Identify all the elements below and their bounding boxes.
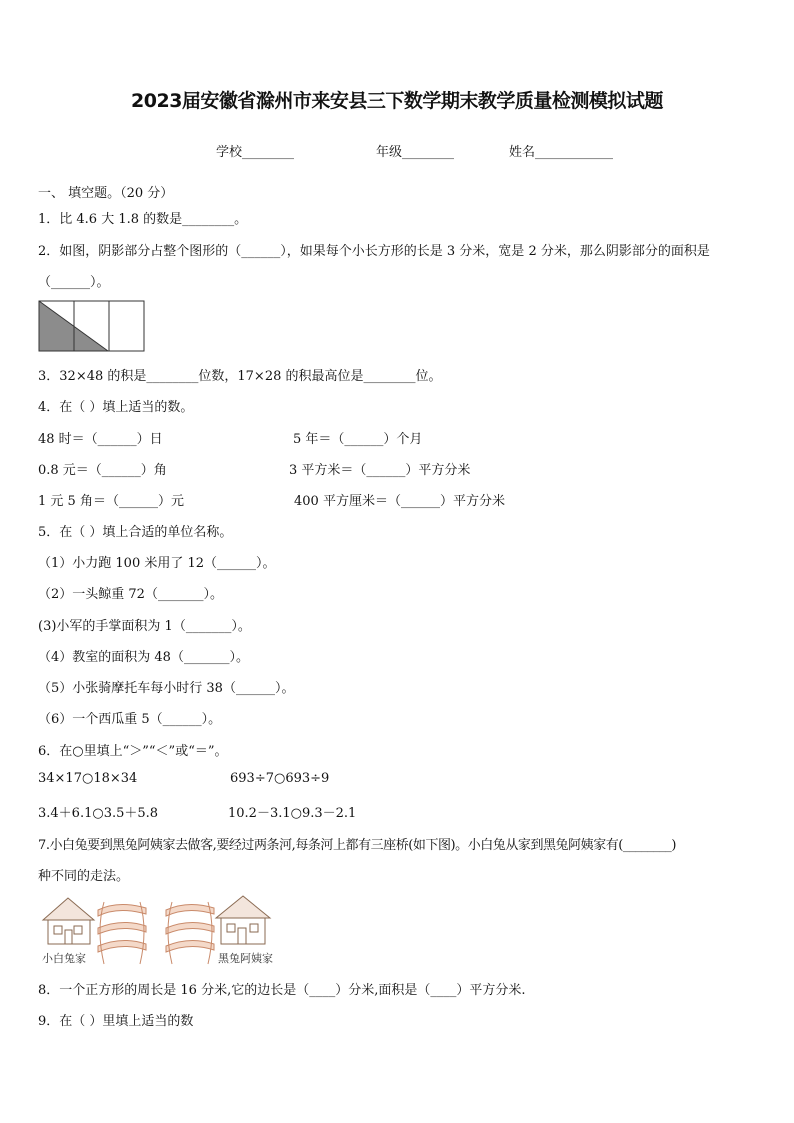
question-1: 1．比 4.6 大 1.8 的数是________。	[38, 212, 248, 227]
rabbit-house-icon	[43, 898, 94, 944]
grade-field: 年级________	[376, 145, 455, 160]
question-9: 9．在（ ）里填上适当的数	[38, 1014, 194, 1029]
aunt-house-icon	[216, 896, 270, 944]
question-2-line1: 2．如图，阴影部分占整个图形的（______），如果每个小长方形的长是 3 分米，宽是 2 分米，那么阴影部分的面积是	[38, 244, 710, 259]
question-2-line2: （______）。	[38, 275, 110, 290]
page-title: 2023届安徽省滁州市来安县三下数学期末教学质量检测模拟试题	[131, 90, 663, 112]
question-4-heading: 4．在（ ）填上适当的数。	[38, 400, 194, 415]
question-6-item: 3.4＋6.1○3.5＋5.8	[38, 806, 159, 821]
question-4-item: 3 平方米＝（______）平方分米	[289, 463, 471, 478]
question-3: 3．32×48 的积是________位数，17×28 的积最高位是________位。	[38, 369, 442, 384]
question-4-item: 1 元 5 角＝（______）元	[38, 494, 184, 509]
river-one	[98, 902, 146, 964]
question-5-item: （1）小力跑 100 米用了 12（______）。	[38, 556, 276, 571]
name-field: 姓名____________	[509, 145, 614, 160]
question-5-item: （6）一个西瓜重 5（______）。	[38, 712, 222, 727]
question-4-item: 48 时＝（______）日	[38, 432, 163, 447]
question-5-item: （2）一头鲸重 72（_______）。	[38, 587, 223, 602]
question-6-item: 693÷7○693÷9	[230, 771, 330, 786]
question-6-heading: 6．在○里填上“＞”“＜”或“＝”。	[38, 744, 228, 759]
question-5-heading: 5．在（ ）填上合适的单位名称。	[38, 525, 233, 540]
question-4-item: 5 年＝（______）个月	[293, 432, 423, 447]
section-heading: 一、 填空题。（20 分）	[38, 186, 174, 201]
question-6-item: 10.2－3.1○9.3－2.1	[228, 806, 357, 821]
question-6-item: 34×17○18×34	[38, 771, 138, 786]
question-4-item: 400 平方厘米＝（______）平方分米	[294, 494, 505, 509]
question-8: 8．一个正方形的周长是 16 分米,它的边长是（____）分米,面积是（____）平方分米.	[38, 983, 526, 998]
right-house-label: 黑兔阿姨家	[218, 952, 273, 965]
question-5-item: （5）小张骑摩托车每小时行 38（______）。	[38, 681, 295, 696]
bridges-figure	[38, 890, 283, 970]
question-7-line1: 7.小白兔要到黑兔阿姨家去做客,要经过两条河,每条河上都有三座桥(如下图)。小白兔从家到黑兔阿姨家有(________)	[38, 838, 676, 853]
question-4-item: 0.8 元＝（______）角	[38, 463, 167, 478]
shaded-rectangle-figure	[38, 300, 146, 354]
question-7-line2: 种不同的走法。	[38, 869, 130, 884]
river-two	[166, 902, 214, 964]
question-5-item: (3)小军的手掌面积为 1（_______）。	[38, 619, 251, 634]
school-field: 学校________	[216, 145, 295, 160]
left-house-label: 小白兔家	[42, 952, 86, 965]
question-5-item: （4）教室的面积为 48（_______）。	[38, 650, 249, 665]
